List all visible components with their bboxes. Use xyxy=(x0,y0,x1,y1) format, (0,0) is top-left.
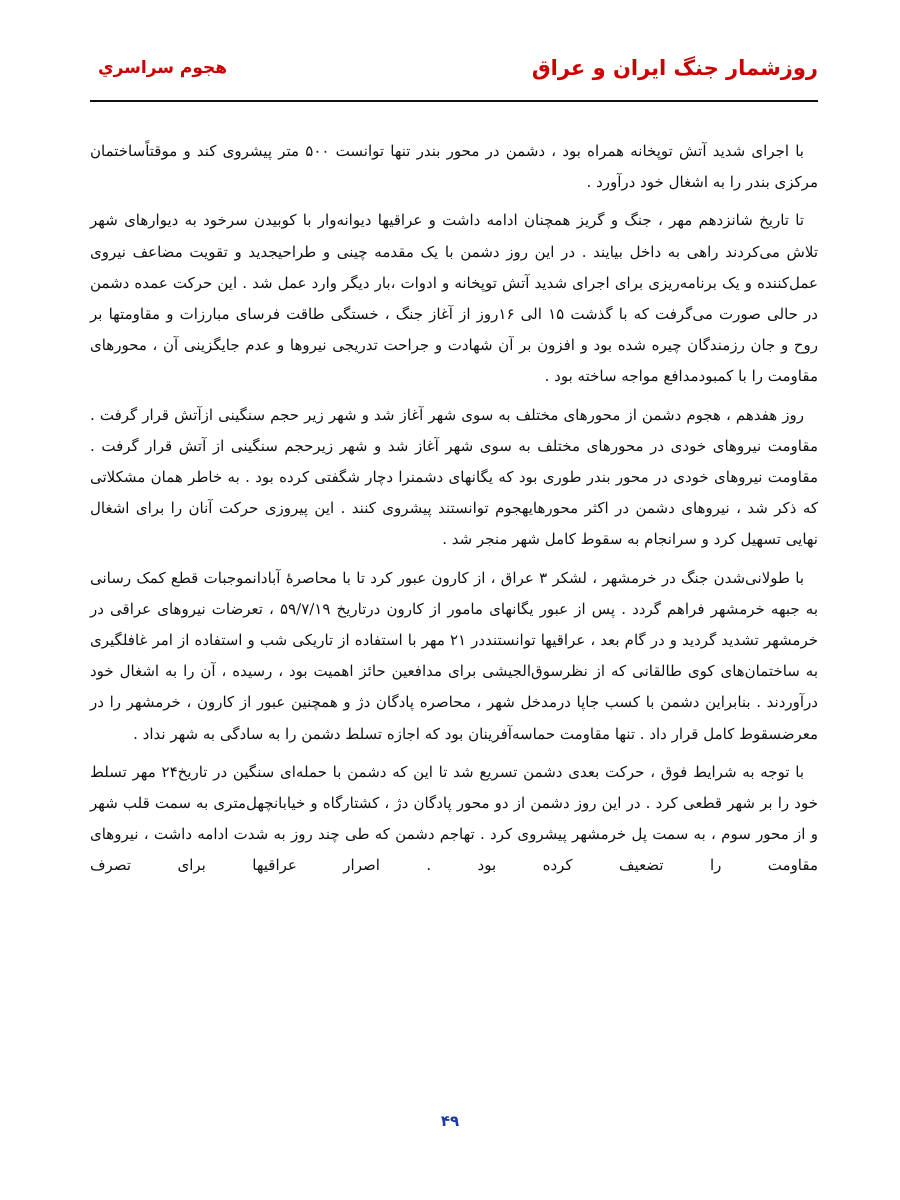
header-rule xyxy=(90,100,818,102)
paragraph: روز هفدهم ، هجوم دشمن از محورهای مختلف به سوی شهر آغاز شد و شهر زیر حجم سنگینی ازآتش قرار گرفت . مقاومت نیروهای خودی در محورهای مختلف به سوی شهر آغاز شد و شهر زیرحجم سنگینی از آتش قرار گرفت . مقاومت نیروهای خودی در محور بندر طوری بود که یگانهای دشمنرا دچار شگفتی کرده بود . به خاطر همان مشکلاتی که ذکر شد ، نیروهای دشمن در اکثر محورهایهجوم توانستند پیشروی کنند . این پیروزی حرکت آنان را برای اشغال نهایی تسهیل کرد و سرانجام به سقوط کامل شهر منجر شد . xyxy=(90,405,818,549)
paragraph: با اجرای شدید آتش توپخانه همراه بود ، دشمن در محور بندر تنها توانست ۵۰۰ متر پیشروی کند و موقتاًساختمان مرکزی بندر را به اشغال خود درآورد . xyxy=(90,142,818,192)
book-title: روزشمار جنگ ایران و عراق xyxy=(531,56,818,80)
section-title: هجوم سراسري xyxy=(98,58,228,78)
paragraph: با طولانی‌شدن جنگ در خرمشهر ، لشکر ۳ عراق ، از کارون عبور کرد تا با محاصرهٔ آبادانموجبات قطع کمک رسانی به جبهه خرمشهر فراهم گردد . پس از عبور یگانهای مامور از کارون درتاریخ ۵۹/۷/۱۹ ، تعرضات نیروهای عراقی در خرمشهر تشدید گردید و در گام بعد ، عراقیها توانستنددر ۲۱ مهر با استفاده از تاریکی شب و استفاده از امر غافلگیری به ساختمان‌های کوی طالقانی که از نظرسوق‌الجیشی برای مدافعین حائز اهمیت بود ، رسیده ، آن را به اشغال خود درآوردند . بنابراین دشمن با کسب جاپا درمدخل شهر ، محاصره پادگان دژ و همچنین عبور از کارون ، خرمشهر را در معرضسقوط کامل قرار داد . تنها مقاومت حماسه‌آفرینان بود که اجازه تسلط دشمن را به سادگی به شهر نداد . xyxy=(90,568,818,743)
paragraph: با توجه به شرایط فوق ، حرکت بعدی دشمن تسریع شد تا این که دشمن با حمله‌ای سنگین در تاریخ۲۴ مهر تسلط خود را بر شهر قطعی کرد . در این روز دشمن از دو محور پادگان دژ ، کشتارگاه و خیابانچهل‌متری به سمت قلب شهر و از محور سوم ، به سمت پل خرمشهر پیشروی کرد . تهاجم دشمن که طی چند روز به شدت ادامه داشت ، نیروهای مقاومت را تضعیف کرده بود . اصرار عراقیها برای تصرف xyxy=(90,762,818,875)
running-header xyxy=(90,52,818,92)
paragraph: تا تاریخ شانزدهم مهر ، جنگ و گریز همچنان ادامه داشت و عراقیها دیوانه‌وار با کوبیدن سرخود به دیوارهای شهر تلاش می‌کردند راهی به داخل بیایند . در این روز دشمن با یک مقدمه چینی و طراحیجدید و تقویت مضاعف نیروی عمل‌کننده و یک برنامه‌ریزی برای اجرای شدید آتش توپخانه و ادوات ،بار دیگر وارد عمل شد . این حرکت عمده دشمن در حالی صورت می‌گرفت که با گذشت ۱۵ الی ۱۶روز از آغاز جنگ ، خستگی طاقت فرسای مبارزات و مقاومتها بر روح و جان رزمندگان چیره شده بود و افزون بر آن شهادت و جراحت تدریجی نیروها و عدم جایگزینی آن ، محورهای مقاومت را با کمبودمدافع مواجه ساخته بود . xyxy=(90,211,818,386)
body-text xyxy=(90,136,818,889)
page-number: ۴۹ xyxy=(440,1112,460,1130)
